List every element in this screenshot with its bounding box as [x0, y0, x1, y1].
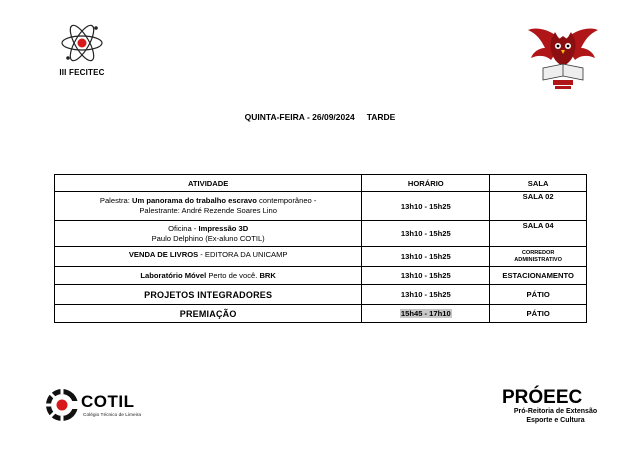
cotil-emblem-icon	[45, 385, 79, 425]
heading-period: TARDE	[366, 112, 396, 122]
proec-logo	[502, 385, 612, 425]
time-cell: 13h10 - 15h25	[362, 285, 490, 305]
room-cell: ESTACIONAMENTO	[490, 267, 587, 285]
room-cell: SALA 04	[490, 221, 587, 247]
time-cell: 13h10 - 15h25	[362, 192, 490, 221]
fecitec-logo-text: III FECITEC	[59, 68, 105, 77]
time-cell: 13h10 - 15h25	[362, 221, 490, 247]
time-cell: 13h10 - 15h25	[362, 247, 490, 267]
owl-icon	[527, 22, 599, 100]
cotil-subtitle: Colégio Técnico de Limeira	[83, 413, 142, 418]
table-row	[55, 305, 587, 323]
room-cell: PÁTIO	[490, 305, 587, 323]
column-header-room: SALA	[490, 175, 587, 192]
proec-subtitle: Pró-Reitoria de Extensão Esporte e Cultura	[513, 408, 598, 424]
activity-cell: PREMIAÇÃO	[55, 305, 362, 323]
activity-cell: PROJETOS INTEGRADORES	[55, 285, 362, 305]
column-header-time: HORÁRIO	[362, 175, 490, 192]
fecitec-logo	[52, 20, 112, 90]
table-row	[55, 247, 587, 267]
table-header-row	[55, 175, 587, 192]
room-cell: SALA 02	[490, 192, 587, 221]
heading-day: QUINTA-FEIRA - 26/09/2024	[244, 112, 355, 122]
table-row	[55, 221, 587, 247]
proec-wordmark	[502, 385, 609, 407]
column-header-activity: ATIVIDADE	[55, 175, 362, 192]
room-cell: PÁTIO	[490, 285, 587, 305]
owl-emblem-logo	[527, 22, 599, 100]
schedule-heading	[0, 112, 640, 122]
table-row	[55, 192, 587, 221]
activity-cell: Oficina - Impressão 3D Paulo Delphino (Ex-aluno COTIL)	[55, 221, 362, 247]
highlighted-time: 15h45 - 17h10	[400, 309, 451, 318]
cotil-name: COTIL	[81, 392, 135, 411]
room-cell: CORREDOR ADMINISTRATIVO	[490, 247, 587, 267]
proec-name: PRÓEEC	[502, 387, 583, 407]
time-cell	[362, 305, 490, 323]
activity-cell: Palestra: Um panorama do trabalho escravo contemporâneo - Palestrante: André Rezende Soares Lino	[55, 192, 362, 221]
table-row	[55, 285, 587, 305]
activity-cell: Laboratório Móvel Perto de você. BRK	[55, 267, 362, 285]
schedule-table	[54, 174, 587, 323]
activity-cell: VENDA DE LIVROS - EDITORA DA UNICAMP	[55, 247, 362, 267]
time-cell: 13h10 - 15h25	[362, 267, 490, 285]
atom-icon	[60, 20, 104, 66]
cotil-logo	[45, 385, 145, 425]
table-row	[55, 267, 587, 285]
